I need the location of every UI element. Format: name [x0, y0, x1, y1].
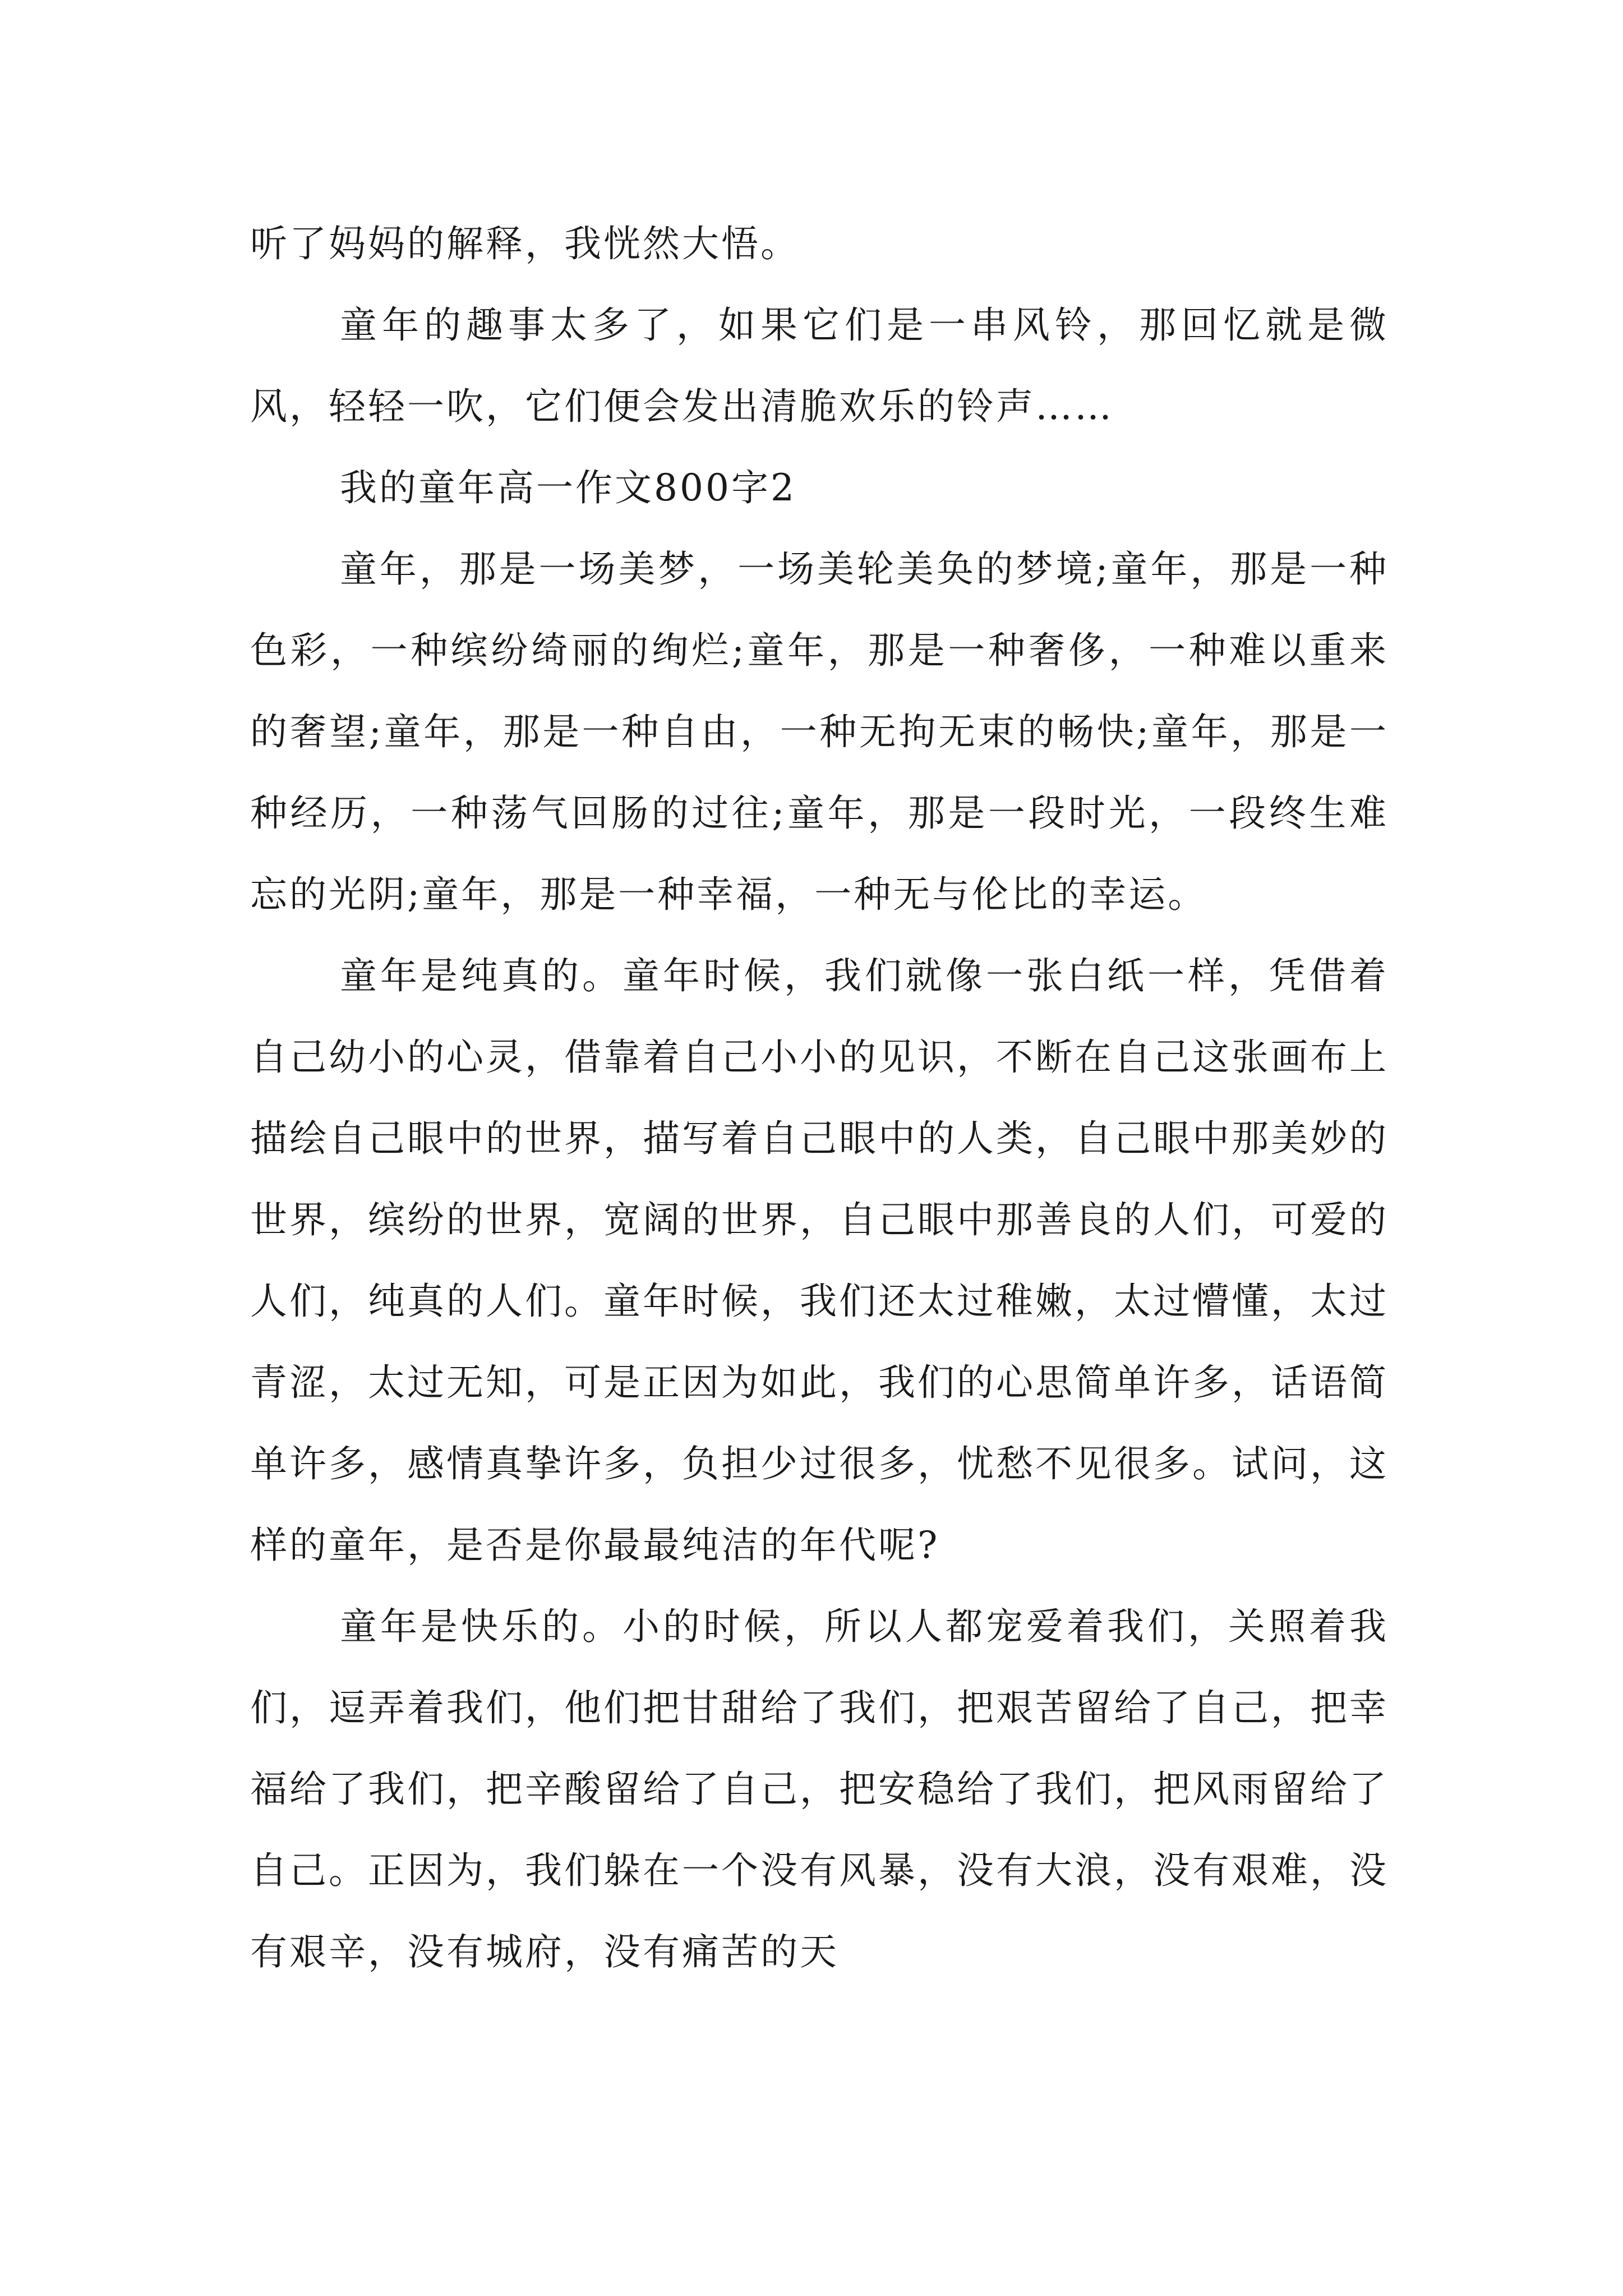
paragraph-childhood-dream: 童年，那是一场美梦，一场美轮美奂的梦境;童年，那是一种色彩，一种缤纷绮丽的绚烂;童年，那是一种奢侈，一种难以重来的奢望;童年，那是一种自由，一种无拘无束的畅快;童年，那是一种经历，一种荡气回肠的过往;童年，那是一段时光，一段终生难忘的光阴;童年，那是一种幸福，一种无与伦比的幸运。	[250, 547, 1389, 916]
paragraph-childhood-happy: 童年是快乐的。小的时候，所以人都宠爱着我们，关照着我们，逗弄着我们，他们把甘甜给了我们，把艰苦留给了自己，把幸福给了我们，把辛酸留给了自己，把安稳给了我们，把风雨留给了自己。正因为，我们躲在一个没有风暴，没有大浪，没有艰难，没有艰辛，没有城府，没有痛苦的天	[250, 1605, 1389, 1973]
paragraph-continuation: 听了妈妈的解释，我恍然大悟。	[250, 222, 800, 265]
essay-heading: 我的童年高一作文800字2	[340, 466, 796, 509]
paragraph-wind-chime: 童年的趣事太多了，如果它们是一串风铃，那回忆就是微风，轻轻一吹，它们便会发出清脆欢乐的铃声……	[250, 303, 1389, 428]
paragraph-childhood-innocent: 童年是纯真的。童年时候，我们就像一张白纸一样，凭借着自己幼小的心灵，借靠着自己小小的见识，不断在自己这张画布上描绘自己眼中的世界，描写着自己眼中的人类，自己眼中那美妙的世界，缤纷的世界，宽阔的世界，自己眼中那善良的人们，可爱的人们，纯真的人们。童年时候，我们还太过稚嫩，太过懵懂，太过青涩，太过无知，可是正因为如此，我们的心思简单许多，话语简单许多，感情真挚许多，负担少过很多，忧愁不见很多。试问，这样的童年，是否是你最最纯洁的年代呢?	[250, 954, 1389, 1567]
document-body	[250, 203, 1389, 1993]
